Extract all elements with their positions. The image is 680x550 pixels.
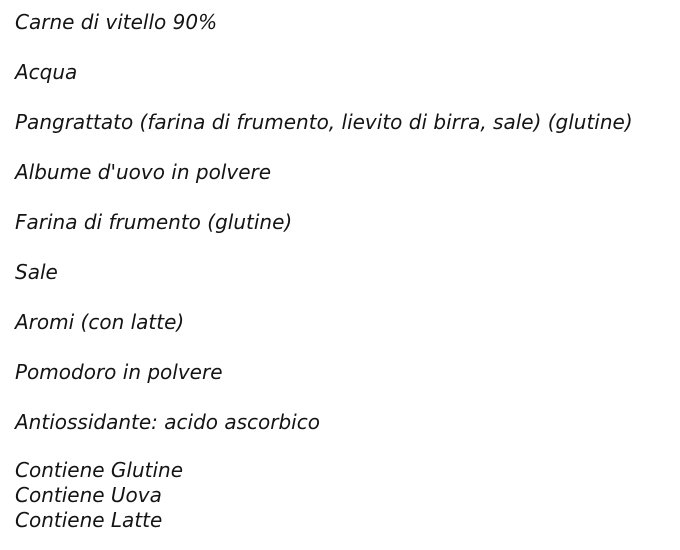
ingredient-item: Farina di frumento (glutine) bbox=[15, 210, 293, 234]
allergen-item: Contiene Glutine bbox=[15, 458, 184, 482]
ingredient-item: Carne di vitello 90% bbox=[15, 10, 218, 34]
ingredient-item: Albume d'uovo in polvere bbox=[15, 160, 272, 184]
ingredient-item: Aromi (con latte) bbox=[15, 310, 185, 334]
ingredient-list bbox=[15, 8, 675, 458]
allergen-list bbox=[15, 458, 675, 533]
allergen-item: Contiene Latte bbox=[15, 508, 163, 532]
ingredient-item: Acqua bbox=[15, 60, 78, 84]
allergen-item: Contiene Uova bbox=[15, 483, 162, 507]
ingredient-item: Pangrattato (farina di frumento, lievito di birra, sale) (glutine) bbox=[15, 110, 633, 134]
ingredient-item: Sale bbox=[15, 260, 58, 284]
ingredient-item: Antiossidante: acido ascorbico bbox=[15, 410, 320, 434]
ingredient-item: Pomodoro in polvere bbox=[15, 360, 223, 384]
